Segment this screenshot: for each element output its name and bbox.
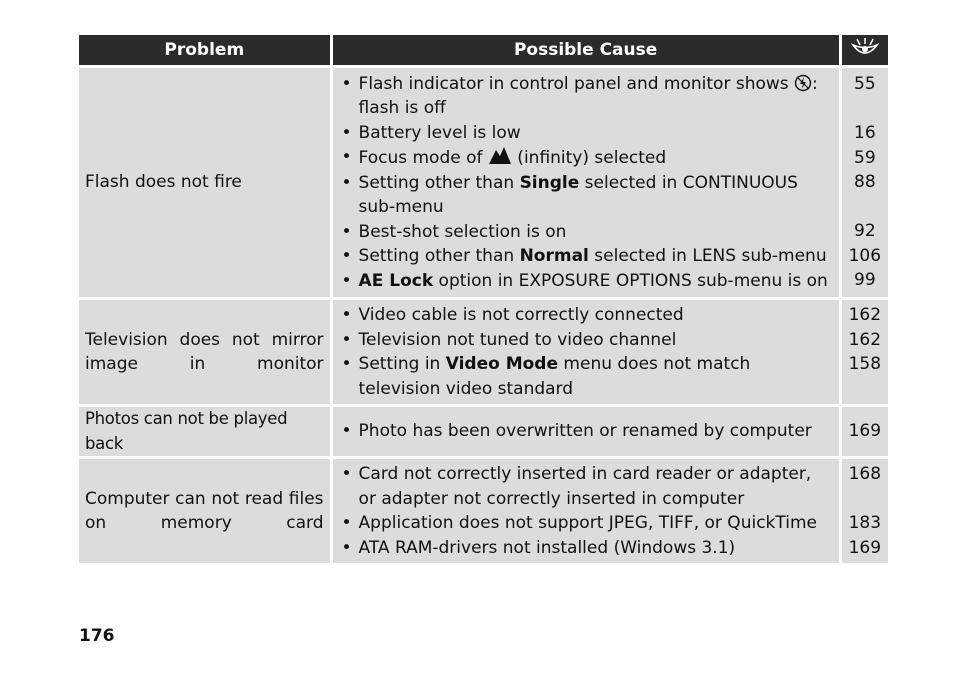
page-ref: 106	[848, 245, 882, 266]
pages-cell	[842, 300, 888, 404]
cause-item: • Photo has been overwritten or renamed by computer	[337, 419, 833, 444]
causes-cell	[333, 407, 839, 456]
troubleshooting-table	[76, 32, 891, 566]
problem-cell: Flash does not fire	[79, 68, 330, 297]
cause-list	[337, 462, 833, 560]
table-row	[79, 68, 888, 297]
problem-cell: Computer can not read files on memory card	[79, 459, 330, 563]
flash-off-icon	[794, 74, 812, 92]
page-ref: 169	[848, 421, 882, 442]
page-ref: 55	[854, 74, 876, 95]
page-ref: 162	[848, 305, 882, 325]
header-problem: Problem	[79, 35, 330, 65]
cause-item: • Card not correctly inserted in card reader or adapter, or adapter not correctly inserted in computer	[337, 462, 833, 511]
cause-item: • Television not tuned to video channel	[337, 328, 833, 353]
cause-list	[337, 303, 833, 401]
mountain-icon	[488, 145, 512, 165]
cause-item: • Video cable is not correctly connected	[337, 303, 833, 328]
table-header-row	[79, 35, 888, 65]
cause-item: • Setting in Video Mode menu does not match television video standard	[337, 352, 833, 401]
table-row	[79, 459, 888, 563]
pages-cell	[842, 459, 888, 563]
page-ref: 169	[848, 537, 882, 558]
problem-cell: Photos can not be played back	[79, 407, 330, 456]
page-ref: 168	[848, 464, 882, 484]
page-ref: 59	[854, 147, 876, 168]
eye-icon	[851, 37, 879, 59]
page-ref: 16	[854, 123, 876, 144]
causes-cell	[333, 300, 839, 404]
cause-item: • Setting other than Single selected in CONTINUOUS sub-menu	[337, 171, 833, 220]
problem-cell: Television does not mirror image in monitor	[79, 300, 330, 404]
page-number: 176	[79, 626, 115, 646]
header-cause: Possible Cause	[333, 35, 839, 65]
causes-cell	[333, 459, 839, 563]
cause-list	[337, 72, 833, 294]
cause-list	[337, 419, 833, 444]
page-ref: 88	[854, 172, 876, 193]
cause-item: • Focus mode of (infinity) selected	[337, 145, 833, 171]
pages-cell	[842, 68, 888, 297]
cause-item: • AE Lock option in EXPOSURE OPTIONS sub-menu is on	[337, 269, 833, 294]
page-ref: 162	[848, 329, 882, 350]
cause-item: • Setting other than Normal selected in LENS sub-menu	[337, 244, 833, 269]
cause-item: • ATA RAM-drivers not installed (Windows 3.1)	[337, 536, 833, 561]
header-eye-icon	[842, 35, 888, 65]
cause-item: • Battery level is low	[337, 121, 833, 146]
page-ref: 99	[854, 270, 876, 291]
cause-item: • Best-shot selection is on	[337, 220, 833, 245]
page-ref: 183	[848, 513, 882, 533]
page-ref: 92	[854, 221, 876, 242]
page-ref: 158	[848, 354, 882, 374]
causes-cell	[333, 68, 839, 297]
cause-item: • Application does not support JPEG, TIFF, or QuickTime	[337, 511, 833, 536]
table-row	[79, 407, 888, 456]
cause-item: • Flash indicator in control panel and monitor shows : flash is off	[337, 72, 833, 121]
table-row	[79, 300, 888, 404]
pages-cell	[842, 407, 888, 456]
